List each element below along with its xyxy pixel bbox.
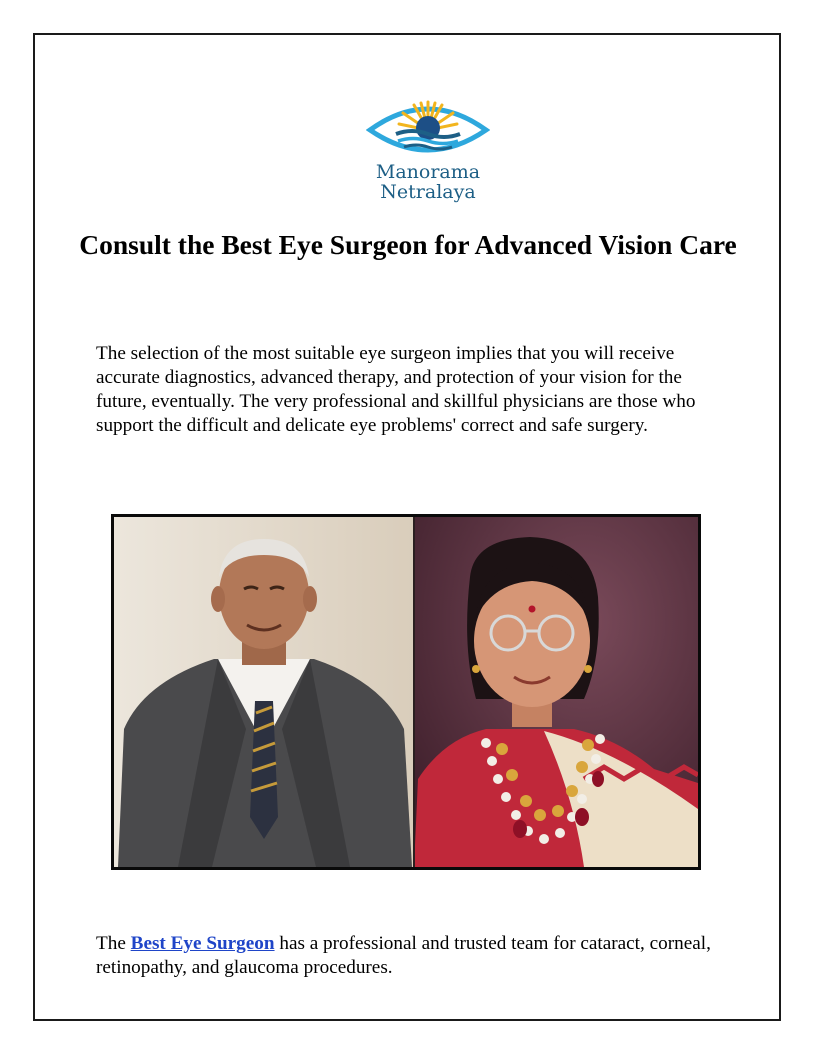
logo bbox=[366, 94, 490, 210]
footer-prefix: The bbox=[96, 933, 131, 954]
logo-text-line1: Manorama bbox=[375, 161, 481, 183]
logo-text-line2: Netralaya bbox=[380, 181, 476, 203]
intro-paragraph: The selection of the most suitable eye surgeon implies that you will receive accurate diagnostics, advanced therapy, and protection of your vision for the future, eventually. The very professional and skillful physicians are those who support the difficult and delicate eye problems' correct and safe surgery. bbox=[96, 343, 696, 436]
best-eye-surgeon-link[interactable]: Best Eye Surgeon bbox=[130, 933, 275, 954]
eye-logo-icon bbox=[366, 94, 490, 162]
footer-paragraph bbox=[96, 932, 736, 980]
footer-suffix: has a professional and trusted team for cataract, corneal, retinopathy, and glaucoma procedures. bbox=[96, 933, 711, 978]
page-title: Consult the Best Eye Surgeon for Advanced Vision Care bbox=[79, 229, 737, 260]
doctors-photo-illustration bbox=[114, 517, 698, 867]
doctors-photo bbox=[111, 514, 701, 870]
